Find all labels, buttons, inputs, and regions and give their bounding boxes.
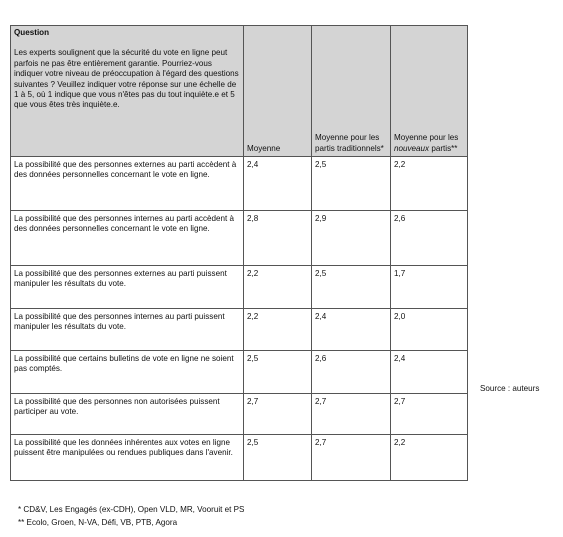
column-header-traditionnels-label: Moyenne pour les partis traditionnels* — [315, 133, 384, 153]
cell-nouveaux: 2,4 — [391, 351, 468, 394]
question-text: Les experts soulignent que la sécurité du vote en ligne peut parfois ne pas être entièrement garantie. Pourriez-vous indiquer votre niveau de préoccupation à l'égard des questions suivantes ? Veuillez indiquer votre réponse sur une échelle de 1 à 5, où 1 indique que vous n'êtes pas du tout inquiète.e et 5 que vous êtes très inquiète.e. — [14, 48, 239, 110]
column-header-traditionnels — [312, 26, 391, 157]
row-label: La possibilité que des personnes externes au parti puissent manipuler les résultats du vote. — [11, 266, 244, 309]
table-row — [11, 309, 468, 351]
cell-nouveaux: 2,2 — [391, 157, 468, 211]
survey-table — [10, 25, 468, 481]
table-row — [11, 157, 468, 211]
cell-nouveaux: 2,7 — [391, 394, 468, 435]
question-header-cell — [11, 26, 244, 157]
table-row — [11, 211, 468, 266]
cell-traditionnels: 2,6 — [312, 351, 391, 394]
cell-moyenne: 2,7 — [244, 394, 312, 435]
column-header-nouveaux-emphasis: nouveaux — [394, 143, 430, 153]
column-header-nouveaux — [391, 26, 468, 157]
cell-traditionnels: 2,4 — [312, 309, 391, 351]
table-header-row — [11, 26, 468, 157]
cell-moyenne: 2,2 — [244, 266, 312, 309]
row-label: La possibilité que des personnes internes au parti accèdent à des données personnelles concernant le vote en ligne. — [11, 211, 244, 266]
cell-moyenne: 2,8 — [244, 211, 312, 266]
column-header-nouveaux-prefix: Moyenne pour les — [394, 133, 459, 143]
cell-moyenne: 2,2 — [244, 309, 312, 351]
source-note: Source : auteurs — [480, 384, 540, 393]
footnote-traditional-parties: * CD&V, Les Engagés (ex-CDH), Open VLD, MR, Vooruit et PS — [18, 505, 245, 514]
row-label: La possibilité que des personnes internes au parti puissent manipuler les résultats du vote. — [11, 309, 244, 351]
cell-traditionnels: 2,7 — [312, 394, 391, 435]
row-label: La possibilité que certains bulletins de vote en ligne ne soient pas comptés. — [11, 351, 244, 394]
table-row — [11, 351, 468, 394]
question-title: Question — [14, 28, 50, 37]
cell-nouveaux: 2,2 — [391, 435, 468, 481]
cell-moyenne: 2,4 — [244, 157, 312, 211]
cell-traditionnels: 2,5 — [312, 266, 391, 309]
cell-traditionnels: 2,9 — [312, 211, 391, 266]
table-row — [11, 394, 468, 435]
cell-traditionnels: 2,7 — [312, 435, 391, 481]
footnotes — [18, 504, 244, 529]
row-label: La possibilité que des personnes non autorisées puissent participer au vote. — [11, 394, 244, 435]
cell-nouveaux: 2,0 — [391, 309, 468, 351]
cell-traditionnels: 2,5 — [312, 157, 391, 211]
cell-moyenne: 2,5 — [244, 351, 312, 394]
table-row — [11, 266, 468, 309]
cell-moyenne: 2,5 — [244, 435, 312, 481]
row-label: La possibilité que des personnes externes au parti accèdent à des données personnelles concernant le vote en ligne. — [11, 157, 244, 211]
footnote-new-parties: ** Ecolo, Groen, N-VA, Défi, VB, PTB, Agora — [18, 517, 178, 527]
cell-nouveaux: 1,7 — [391, 266, 468, 309]
column-header-nouveaux-suffix: partis** — [429, 143, 458, 153]
column-header-moyenne — [244, 26, 312, 157]
column-header-moyenne-label: Moyenne — [247, 143, 281, 153]
table-row — [11, 435, 468, 481]
row-label: La possibilité que les données inhérentes aux votes en ligne puissent être manipulées ou rendues publiques dans l'avenir. — [11, 435, 244, 481]
cell-nouveaux: 2,6 — [391, 211, 468, 266]
